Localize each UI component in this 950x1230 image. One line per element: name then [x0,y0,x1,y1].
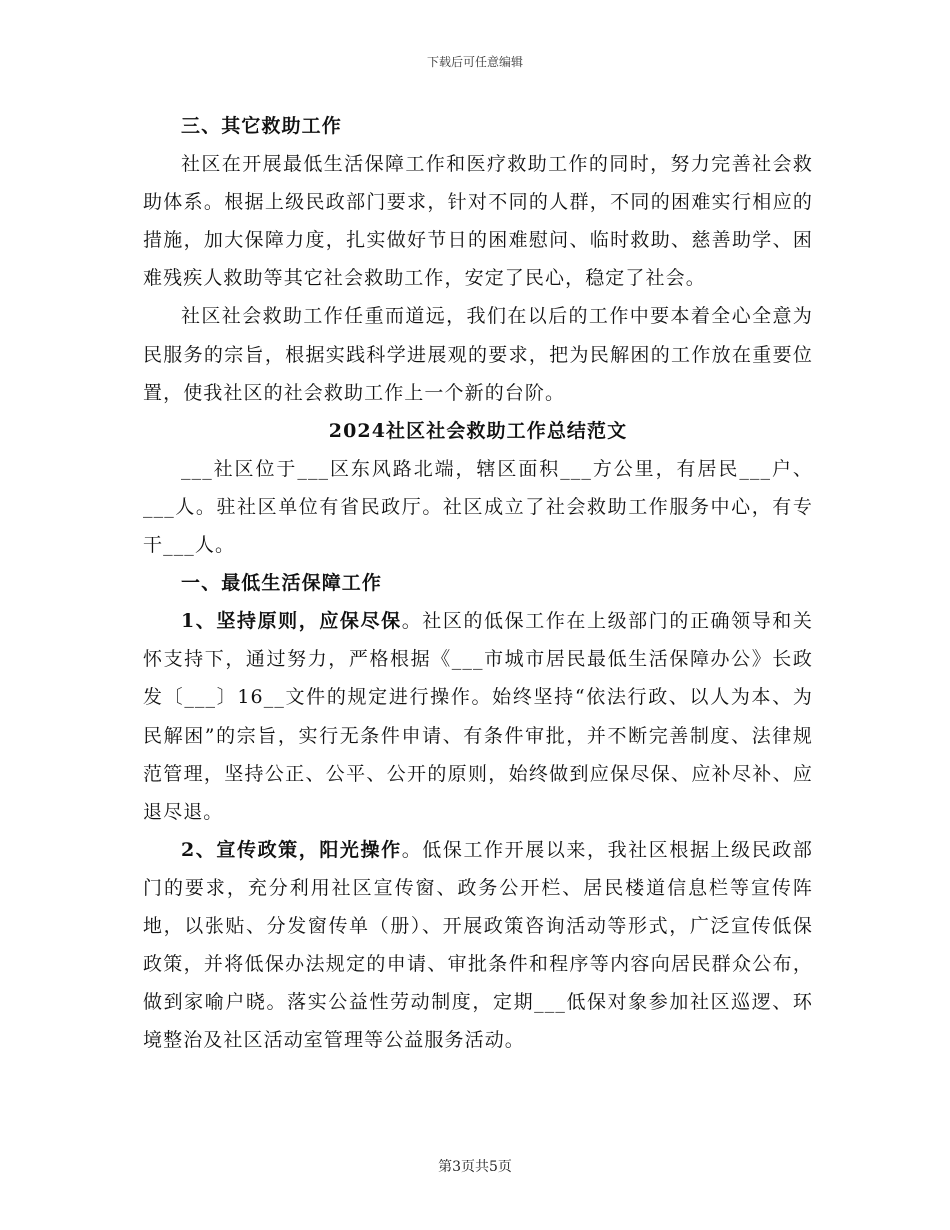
page-footer: 第3页共5页 [438,1159,512,1175]
section-heading-min-living: 一、最低生活保障工作 [181,572,383,595]
paragraph-other-aid: 社区在开展最低生活保障工作和医疗救助工作的同时，努力完善社会救助体系。根据上级民政部门要求，针对不同的人群，不同的困难实行相应的措施，加大保障力度，扎实做好节日的困难慰问、临时救助、慈善助学、困难残疾人救助等其它社会救助工作，安定了民心，稳定了社会。 [143,153,813,290]
paragraph-item-2 [143,831,813,1060]
document-title: 2024社区社会救助工作总结范文 [328,419,628,442]
item-1-lead: 1、坚持原则，应保尽保 [181,610,402,633]
item-2-text: 。低保工作开展以来，我社区根据上级民政部门的要求，充分利用社区宣传窗、政务公开栏、居民楼道信息栏等宣传阵地，以张贴、分发窗传单（册）、开展政策咨询活动等形式，广泛宣传低保政策，并将低保办法规定的申请、审批条件和程序等内容向居民群众公布，做到家喻户晓。落实公益性劳动制度，定期___低保对象参加社区巡逻、环境整治及社区活动室管理等公益服务活动。 [143,838,813,1052]
document-body [143,107,813,1059]
paragraph-closing: 社区社会救助工作任重而道远，我们在以后的工作中要本着全心全意为民服务的宗旨，根据实践科学进展观的要求，把为民解困的工作放在重要位置，使我社区的社会救助工作上一个新的台阶。 [143,305,813,404]
item-1-text: 。社区的低保工作在上级部门的正确领导和关怀支持下，通过努力，严格根据《___市城市居民最低生活保障办公》长政发〔___〕16__文件的规定进行操作。始终坚持“依法行政、以人为本、为民解困”的宗旨，实行无条件申请、有条件审批，并不断完善制度、法律规范管理，坚持公正、公平、公开的原则，始终做到应保尽保、应补尽补、应退尽退。 [143,610,813,823]
paragraph-intro: ___社区位于___区东风路北端，辖区面积___方公里，有居民___户、___人。驻社区单位有省民政厅。社区成立了社会救助工作服务中心，有专干___人。 [143,457,813,557]
page-header: 下载后可任意编辑 [426,55,523,69]
paragraph-item-1 [143,602,813,831]
section-heading-other-aid: 三、其它救助工作 [181,115,342,137]
item-2-lead: 2、宣传政策，阳光操作 [181,838,402,861]
